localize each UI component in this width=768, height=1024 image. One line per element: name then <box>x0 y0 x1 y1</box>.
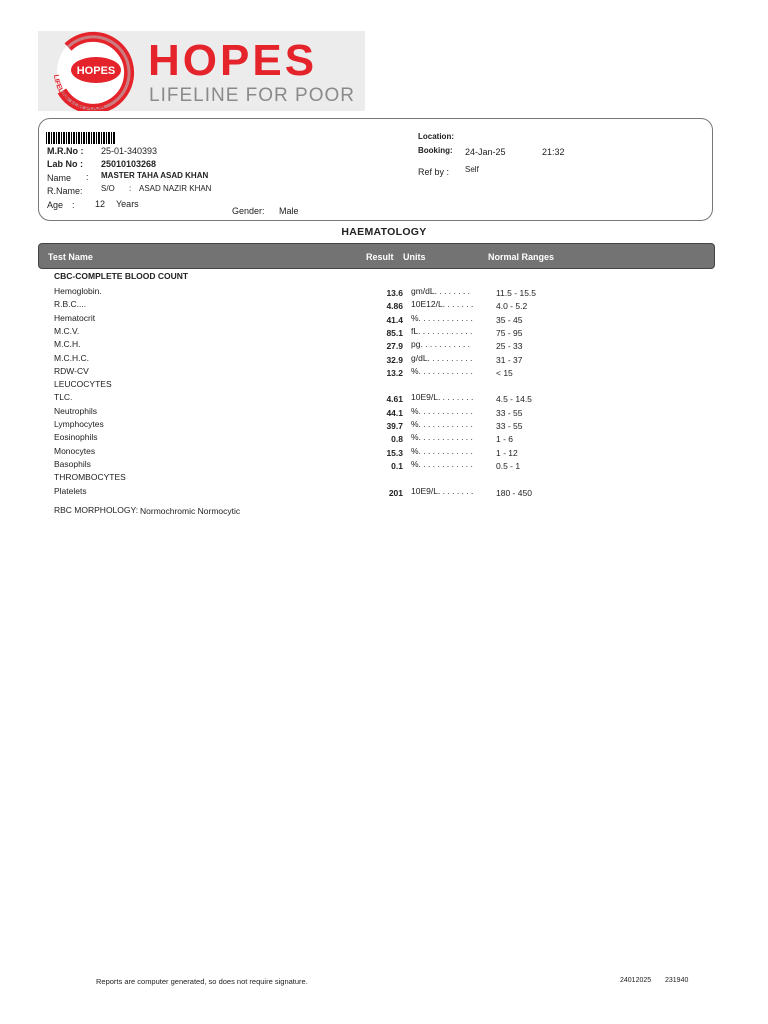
morphology-label: RBC MORPHOLOGY: <box>54 505 139 515</box>
test-range: 1 - 6 <box>496 434 514 444</box>
test-range: 180 - 450 <box>496 488 532 498</box>
test-range: 4.5 - 14.5 <box>496 394 532 404</box>
test-result: 4.61 <box>386 394 403 404</box>
logo-arc-text: LIFELINE FOR POOR <box>51 74 106 111</box>
test-range: 33 - 55 <box>496 421 523 431</box>
col-normal-ranges: Normal Ranges <box>488 252 555 262</box>
test-result: 44.1 <box>386 408 403 418</box>
lab-label: Lab No : <box>47 159 83 169</box>
test-range: 35 - 45 <box>496 315 523 325</box>
booking-date: 24-Jan-25 <box>465 147 506 157</box>
test-range: < 15 <box>496 368 513 378</box>
test-result: 41.4 <box>386 315 403 325</box>
test-name: LEUCOCYTES <box>54 379 112 389</box>
group-title: CBC-COMPLETE BLOOD COUNT <box>54 271 189 281</box>
logo-emblem <box>38 31 148 111</box>
name-colon: : <box>86 172 89 182</box>
test-result: 201 <box>388 488 403 498</box>
col-result: Result <box>366 252 394 262</box>
test-name: THROMBOCYTES <box>54 472 126 482</box>
relation: S/O <box>101 184 115 193</box>
brand-tagline: LIFELINE FOR POOR <box>149 85 355 106</box>
test-result: 0.1 <box>391 461 403 471</box>
booking-label: Booking: <box>418 146 453 155</box>
lab-value: 25010103268 <box>101 159 157 169</box>
patient-name: MASTER TAHA ASAD KHAN <box>101 171 209 180</box>
test-name: M.C.H. <box>54 339 81 349</box>
test-result: 15.3 <box>386 448 403 458</box>
test-name: R.B.C.... <box>54 299 87 309</box>
test-name: TLC. <box>54 392 73 402</box>
test-unit: %. . . . . . . . . . . . <box>411 446 473 456</box>
test-range: 4.0 - 5.2 <box>496 301 528 311</box>
barcode <box>46 132 116 144</box>
test-name: Basophils <box>54 459 91 469</box>
test-unit: g/dL. . . . . . . . . . <box>411 353 473 363</box>
age-value: 12 <box>95 199 106 209</box>
footer-time-code: 231940 <box>665 977 689 984</box>
hospital-logo <box>38 31 365 111</box>
test-unit: %. . . . . . . . . . . . <box>411 406 473 416</box>
test-range: 31 - 37 <box>496 355 523 365</box>
mr-label: M.R.No : <box>47 146 84 156</box>
test-range: 11.5 - 15.5 <box>496 288 537 298</box>
test-name: Eosinophils <box>54 432 98 442</box>
col-units: Units <box>403 252 426 262</box>
booking-time: 21:32 <box>542 147 565 157</box>
logo-ring-text: HOPES <box>76 65 116 77</box>
rname-value: ASAD NAZIR KHAN <box>139 184 212 193</box>
test-unit: 10E12/L. . . . . . . <box>411 299 474 309</box>
test-result: 0.8 <box>391 434 403 444</box>
test-unit: %. . . . . . . . . . . . <box>411 419 473 429</box>
footer-note: Reports are computer generated, so does not require signature. <box>96 977 308 986</box>
test-range: 0.5 - 1 <box>496 461 521 471</box>
test-unit: 10E9/L. . . . . . . . <box>411 486 474 496</box>
test-unit: %. . . . . . . . . . . . <box>411 432 473 442</box>
brand-name: HOPES <box>148 36 318 85</box>
test-name: Monocytes <box>54 446 96 456</box>
mr-value: 25-01-340393 <box>101 146 158 156</box>
test-name: M.C.V. <box>54 326 80 336</box>
gender-value: Male <box>279 206 299 216</box>
refby-label: Ref by : <box>418 167 450 177</box>
test-unit: %. . . . . . . . . . . . <box>411 313 473 323</box>
test-unit: %. . . . . . . . . . . . <box>411 366 473 376</box>
test-unit: %. . . . . . . . . . . . <box>411 459 473 469</box>
name-label: Name <box>47 173 72 183</box>
test-name: Lymphocytes <box>54 419 104 429</box>
location-label: Location: <box>418 132 454 141</box>
relation-colon: : <box>129 184 132 193</box>
refby-value: Self <box>465 165 479 174</box>
test-result: 32.9 <box>386 355 403 365</box>
test-name: Neutrophils <box>54 406 97 416</box>
test-name: M.C.H.C. <box>54 353 89 363</box>
age-label: Age <box>47 200 64 210</box>
test-result: 85.1 <box>386 328 403 338</box>
col-test-name: Test Name <box>48 252 93 262</box>
test-range: 33 - 55 <box>496 408 523 418</box>
test-range: 75 - 95 <box>496 328 523 338</box>
footer-date-code: 24012025 <box>620 977 652 984</box>
test-range: 1 - 12 <box>496 448 518 458</box>
test-name: Hematocrit <box>54 313 96 323</box>
test-range: 25 - 33 <box>496 341 523 351</box>
test-unit: gm/dL. . . . . . . . <box>411 286 471 296</box>
gender-label: Gender: <box>232 206 265 216</box>
test-name: Hemoglobin. <box>54 286 102 296</box>
test-unit: pg. . . . . . . . . . . <box>411 339 471 349</box>
table-header <box>38 243 715 269</box>
test-name: RDW-CV <box>54 366 89 376</box>
age-unit: Years <box>116 199 139 209</box>
test-name: Platelets <box>54 486 87 496</box>
test-unit: 10E9/L. . . . . . . . <box>411 392 474 402</box>
test-unit: fL. . . . . . . . . . . . <box>411 326 473 336</box>
test-result: 13.2 <box>386 368 403 378</box>
test-result: 27.9 <box>386 341 403 351</box>
test-result: 13.6 <box>386 288 403 298</box>
section-title: HAEMATOLOGY <box>341 226 427 238</box>
test-result: 4.86 <box>386 301 403 311</box>
age-colon: : <box>72 200 75 210</box>
test-result: 39.7 <box>386 421 403 431</box>
patient-info-box <box>38 118 713 221</box>
rname-label: R.Name: <box>47 186 83 196</box>
morphology-value: Normochromic Normocytic <box>140 506 241 516</box>
